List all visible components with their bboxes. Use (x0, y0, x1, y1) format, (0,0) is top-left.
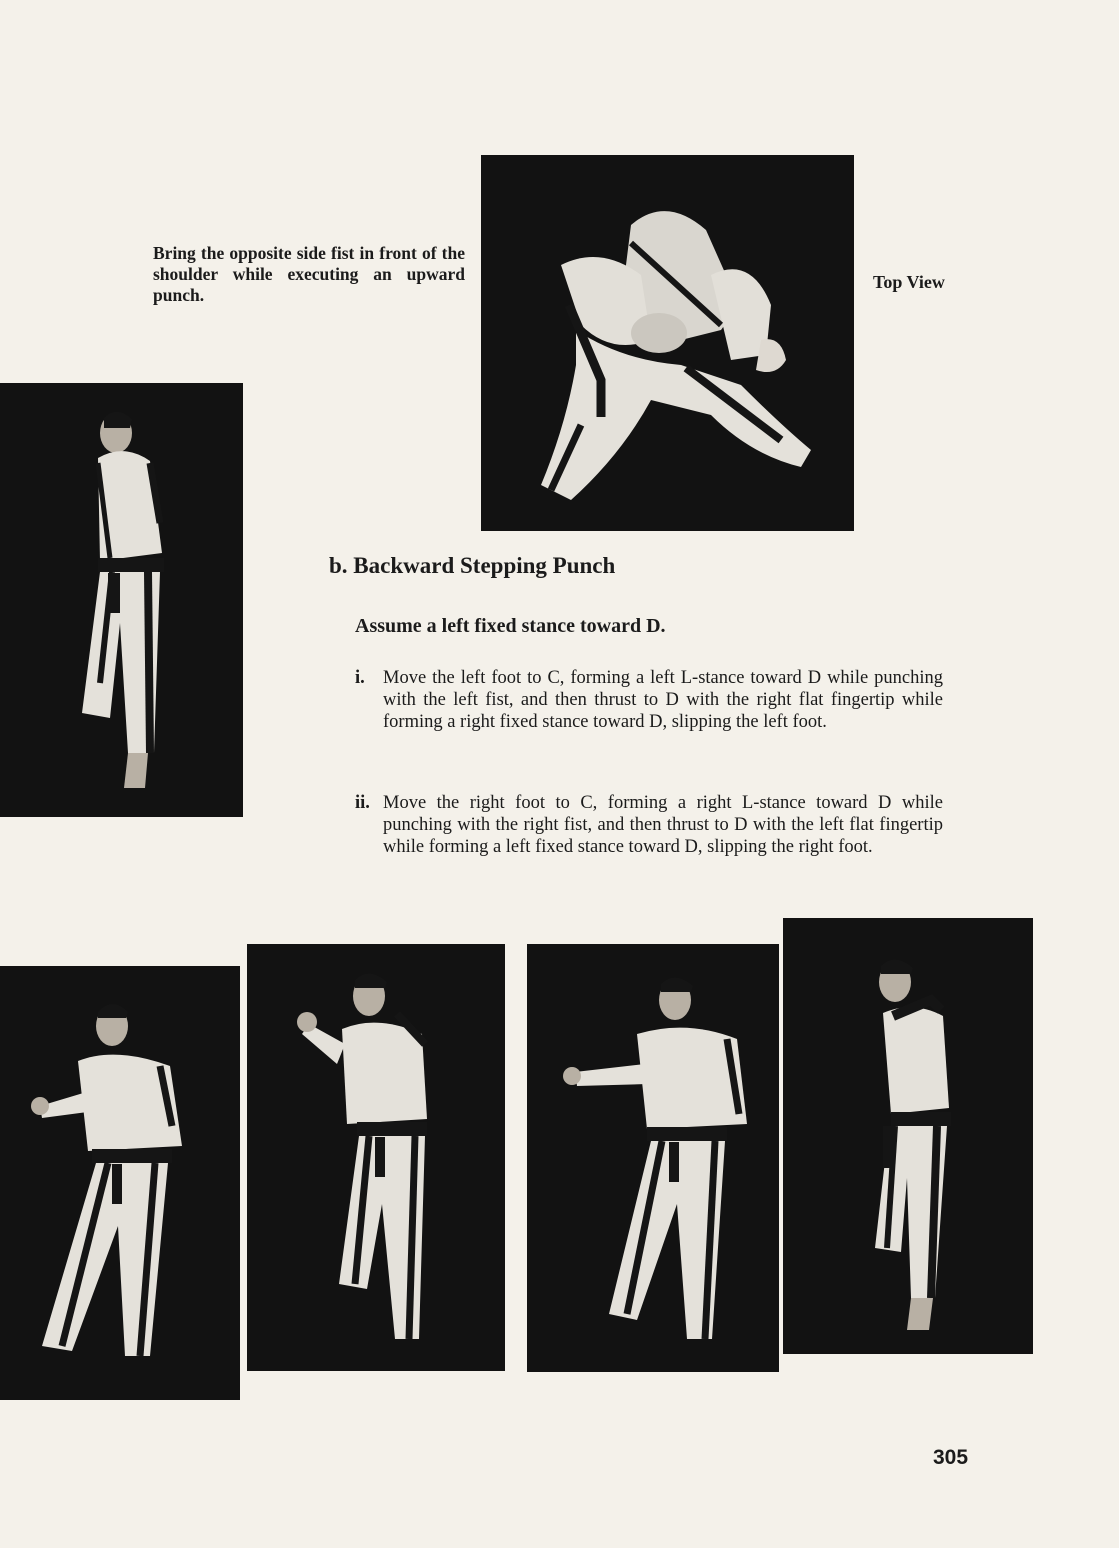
step-item (355, 792, 943, 858)
sequence-photo-4 (783, 918, 1033, 1354)
top-view-photo (481, 155, 854, 531)
step-number: ii. (355, 793, 370, 813)
photo-caption-top-view: Top View (873, 272, 945, 292)
section-subheading: Assume a left fixed stance toward D. (355, 615, 666, 637)
standing-figure-photo (0, 383, 243, 817)
photo-caption-upward-punch: Bring the opposite side fist in front of the shoulder while executing an upward punch. (153, 243, 465, 305)
step-item (355, 667, 943, 733)
sequence-photo-2 (247, 944, 505, 1371)
step-text: Move the right foot to C, forming a right L-stance toward D while punching with the right fist, and then thrust to D with the left flat fingertip while forming a left fixed stance toward D, slipping the right foot. (383, 793, 943, 857)
page-number: 305 (933, 1446, 969, 1469)
step-text: Move the left foot to C, forming a left L-stance toward D while punching with the left fist, and then thrust to D with the right flat fingertip while forming a right fixed stance toward D, slipping the left foot. (383, 668, 943, 732)
sequence-photo-3 (527, 944, 779, 1372)
sequence-photo-1 (0, 966, 240, 1400)
section-heading: b. Backward Stepping Punch (329, 553, 616, 578)
step-number: i. (355, 668, 365, 688)
